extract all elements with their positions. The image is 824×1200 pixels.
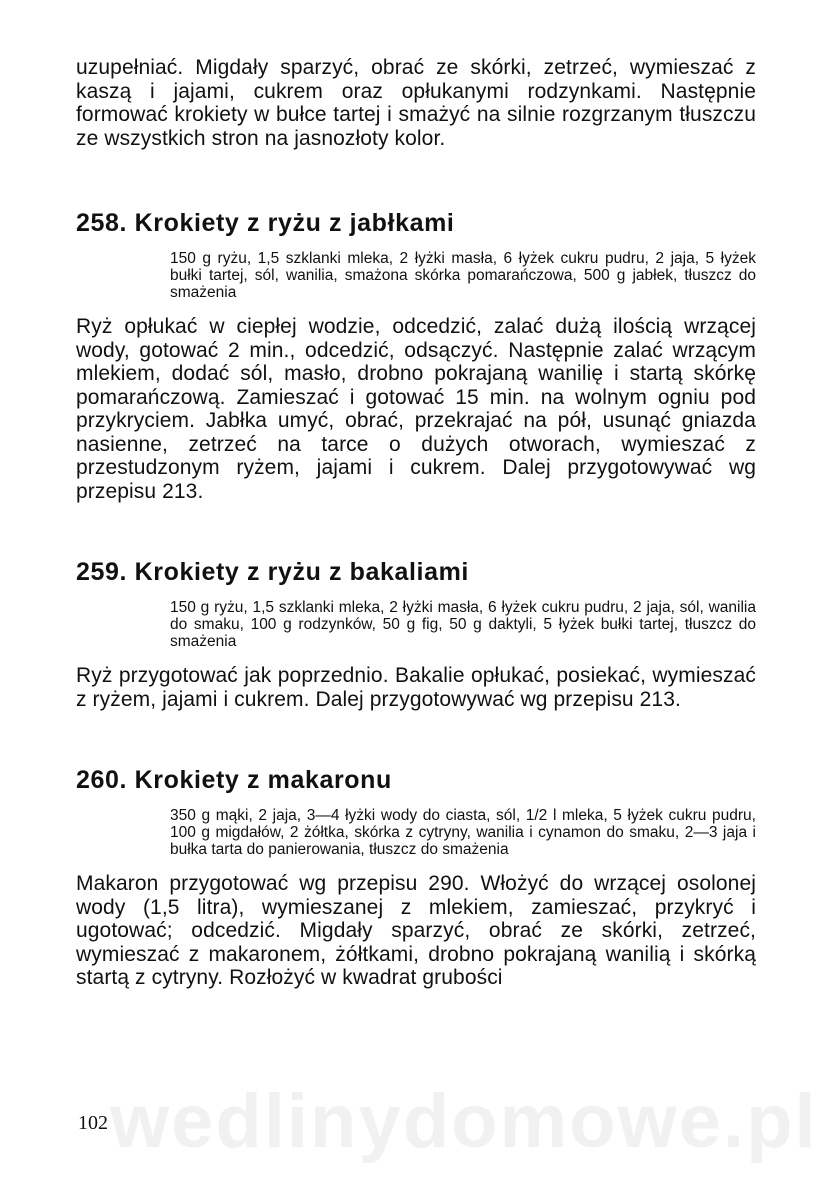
recipe-259-ingredients: 150 g ryżu, 1,5 szklanki mleka, 2 łyżki masła, 6 łyżek cukru pudru, 2 jaja, sól, wanilia do smaku, 100 g rodzynków, 50 g fig, 50 g daktyli, 5 łyżek bułki tartej, tłuszcz do smażenia: [170, 599, 756, 650]
recipe-258-instructions: Ryż opłukać w ciepłej wodzie, odcedzić, zalać dużą ilością wrzącej wody, gotować 2 min., odcedzić, odsączyć. Następnie zalać wrzącym mlekiem, dodać sól, masło, drobno pokrajaną wanilię i startą skórkę pomarańczową. Zamieszać i gotować 15 min. na wolnym ogniu pod przykryciem. Jabłka umyć, obrać, przekrajać na pół, usunąć gniazda nasienne, zetrzeć na tarce o dużych otworach, wymieszać z przestudzonym ryżem, jajami i cukrem. Dalej przygotowywać wg przepisu 213.: [76, 315, 756, 503]
recipe-258-ingredients: 150 g ryżu, 1,5 szklanki mleka, 2 łyżki masła, 6 łyżek cukru pudru, 2 jaja, 5 łyżek bułki tartej, sól, wanilia, smażona skórka pomarańczowa, 500 g jabłek, tłuszcz do smażenia: [170, 250, 756, 301]
recipe-260-instructions: Makaron przygotować wg przepisu 290. Włożyć do wrzącej osolonej wody (1,5 litra), wymieszanej z mlekiem, zamieszać, przykryć i ugotować; odcedzić. Migdały sparzyć, obrać ze skórki, zetrzeć, wymieszać z makaronem, żółtkami, drobno pokrajaną wanilią i skórką startą z cytryny. Rozłożyć w kwadrat grubości: [76, 872, 756, 989]
watermark: wedlinydomowe.pl: [110, 1079, 818, 1164]
recipe-259-title: 259. Krokiety z ryżu z bakaliami: [76, 558, 469, 586]
page-number: 102: [78, 1112, 108, 1134]
recipe-260-ingredients: 350 g mąki, 2 jaja, 3—4 łyżki wody do ciasta, sól, 1/2 l mleka, 5 łyżek cukru pudru, 100 g migdałów, 2 żółtka, skórka z cytryny, wanilia i cynamon do smaku, 2—3 jaja i bułka tarta do panierowania, tłuszcz do smażenia: [170, 807, 756, 858]
recipe-259-instructions: Ryż przygotować jak poprzednio. Bakalie opłukać, posiekać, wymieszać z ryżem, jajami i cukrem. Dalej przygotowywać wg przepisu 213.: [76, 664, 756, 711]
page-body: [76, 56, 756, 990]
recipe-260-title: 260. Krokiety z makaronu: [76, 766, 392, 794]
intro-paragraph: uzupełniać. Migdały sparzyć, obrać ze skórki, zetrzeć, wymieszać z kaszą i jajami, cukrem oraz opłukanymi rodzynkami. Następnie formować krokiety w bułce tartej i smażyć na silnie rozgrzanym tłuszczu ze wszystkich stron na jasnozłoty kolor.: [76, 56, 756, 150]
recipe-258-title: 258. Krokiety z ryżu z jabłkami: [76, 209, 455, 237]
